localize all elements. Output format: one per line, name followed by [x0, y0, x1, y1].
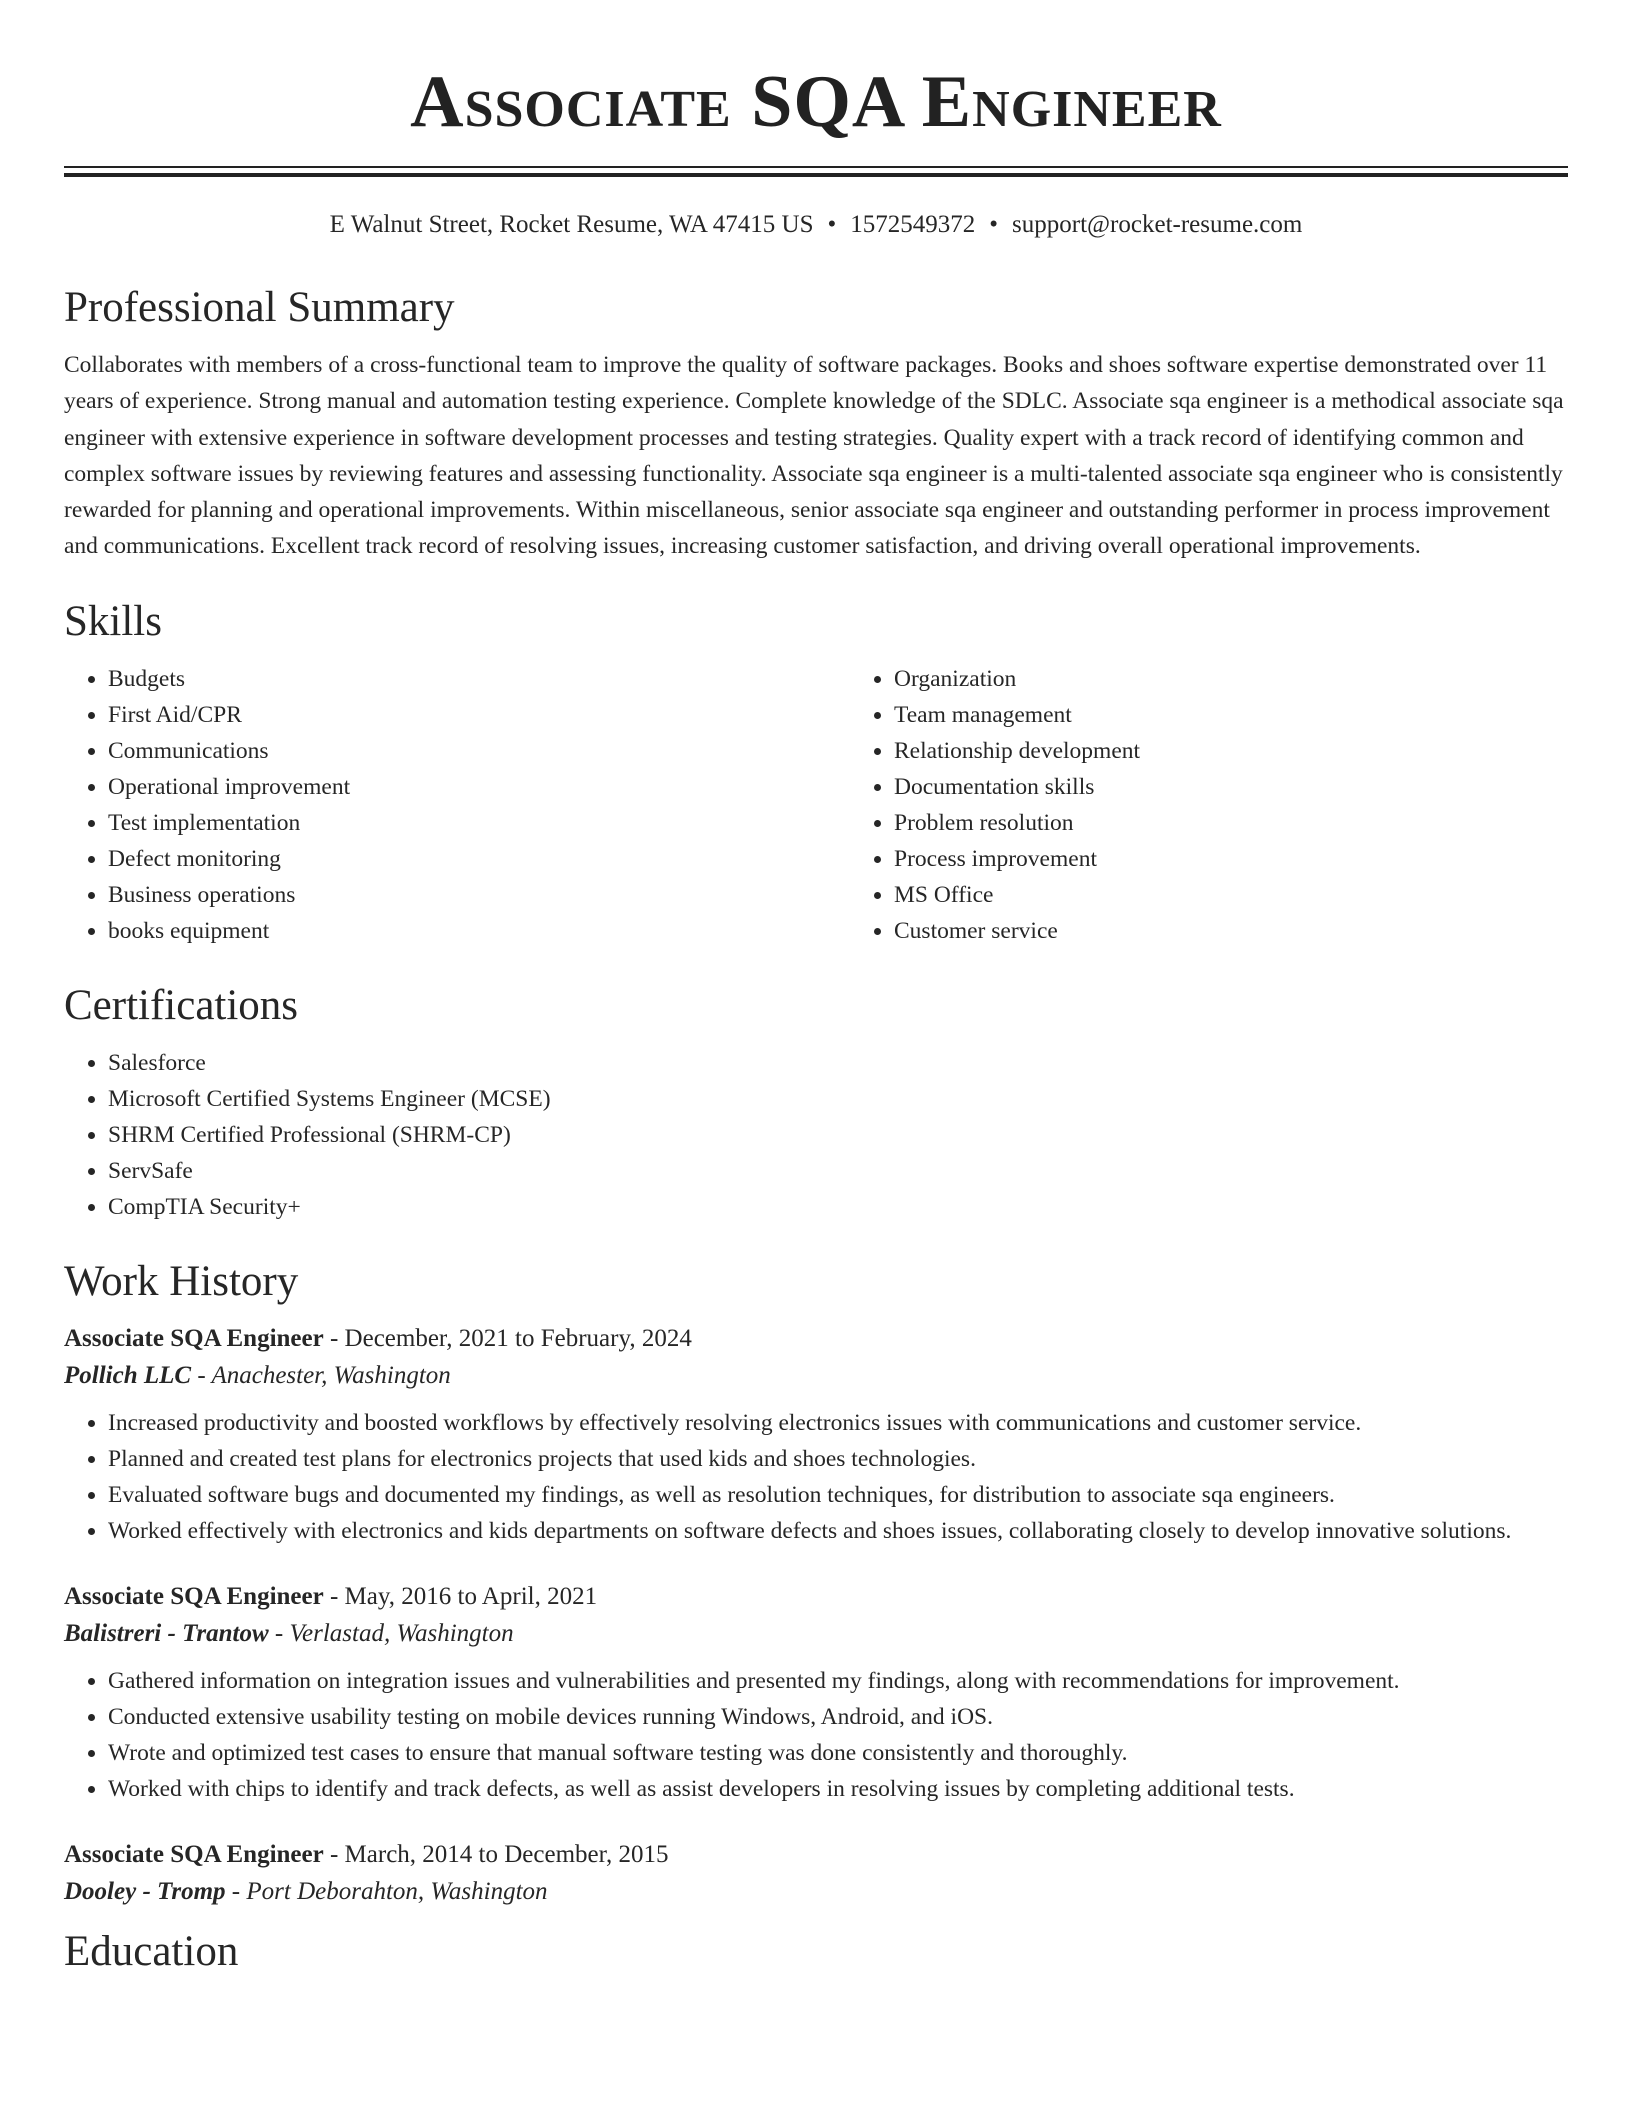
skill-item: • Test implementation — [108, 805, 850, 841]
job-company-line — [64, 1873, 1568, 1911]
skill-item: • Organization — [894, 661, 1632, 697]
job-title: Associate SQA Engineer — [64, 1582, 324, 1610]
skill-item: • First Aid/CPR — [108, 697, 850, 733]
job-bullet: • Conducted extensive usability testing on mobile devices running Windows, Android, and iOS. — [108, 1699, 1568, 1735]
job-dates: - May, 2016 to April, 2021 — [323, 1582, 598, 1610]
certifications-list — [64, 1045, 1568, 1225]
skill-item: • Documentation skills — [894, 769, 1632, 805]
job-location: - Verlastad, Washington — [268, 1619, 514, 1647]
contact-phone: 1572549372 — [850, 211, 976, 238]
skill-item: • Operational improvement — [108, 769, 850, 805]
job-company-line — [64, 1357, 1568, 1395]
certification-item: • ServSafe — [108, 1153, 1568, 1189]
skills-list-left — [64, 661, 850, 949]
certification-item: • Microsoft Certified Systems Engineer (MCSE) — [108, 1081, 1568, 1117]
divider-thick-line — [64, 173, 1568, 177]
job-company: Balistreri - Trantow — [64, 1619, 269, 1647]
job-bullet: • Wrote and optimized test cases to ensure that manual software testing was done consistently and thoroughly. — [108, 1735, 1568, 1771]
job-bullet: • Increased productivity and boosted workflows by effectively resolving electronics issues with communications and customer service. — [108, 1405, 1568, 1441]
certification-item: • SHRM Certified Professional (SHRM-CP) — [108, 1117, 1568, 1153]
job-bullet: • Planned and created test plans for electronics projects that used kids and shoes technologies. — [108, 1441, 1568, 1477]
certifications-heading: Certifications — [64, 981, 299, 1029]
job-location: - Port Deborahton, Washington — [225, 1877, 548, 1905]
job-title-line — [64, 1579, 1568, 1615]
title-divider — [64, 166, 1568, 177]
skills-heading: Skills — [64, 597, 162, 645]
resume-content — [64, 0, 1568, 1991]
job-dates: - December, 2021 to February, 2024 — [323, 1324, 692, 1352]
job-title: Associate SQA Engineer — [64, 1840, 324, 1868]
skill-item: • Customer service — [894, 913, 1632, 949]
job-bullets — [64, 1405, 1568, 1549]
skill-item: • Team management — [894, 697, 1632, 733]
job-title-line — [64, 1321, 1568, 1357]
job-location: - Anachester, Washington — [191, 1361, 451, 1389]
job-bullet: • Worked effectively with electronics and kids departments on software defects and shoes issues, collaborating closely to develop innovative solutions. — [108, 1513, 1568, 1549]
divider-thin-line — [64, 166, 1568, 168]
job-entry — [64, 1837, 1568, 1911]
job-dates: - March, 2014 to December, 2015 — [323, 1840, 669, 1868]
job-bullet: • Worked with chips to identify and track defects, as well as assist developers in resolving issues by completing additional tests. — [108, 1771, 1568, 1807]
job-bullet: • Gathered information on integration issues and vulnerabilities and presented my findings, along with recommendations for improvement. — [108, 1663, 1568, 1699]
work-history-heading: Work History — [64, 1257, 299, 1305]
certification-item: • Salesforce — [108, 1045, 1568, 1081]
contact-separator: • — [827, 211, 837, 238]
skill-item: • Process improvement — [894, 841, 1632, 877]
contact-separator: • — [989, 211, 999, 238]
skill-item: • books equipment — [108, 913, 850, 949]
job-company: Pollich LLC — [64, 1361, 192, 1389]
skill-item: • Budgets — [108, 661, 850, 697]
skill-item: • MS Office — [894, 877, 1632, 913]
summary-text: Collaborates with members of a cross-functional team to improve the quality of software packages. Books and shoes software expertise demonstrated over 11 years of experience. Strong manual and automation testing experience. Complete knowledge of the SDLC. Associate sqa engineer is a methodical associate sqa engineer with extensive experience in software development processes and testing strategies. Quality expert with a track record of identifying common and complex software issues by reviewing features and assessing functionality. Associate sqa engineer is a multi-talented associate sqa engineer who is consistently rewarded for planning and operational improvements. Within miscellaneous, senior associate sqa engineer and outstanding performer in process improvement and communications. Excellent track record of resolving issues, increasing customer satisfaction, and driving overall operational improvements. — [64, 352, 1564, 560]
job-title: Associate SQA Engineer — [64, 1324, 324, 1352]
job-title-line — [64, 1837, 1568, 1873]
contact-line — [64, 209, 1568, 241]
summary-heading: Professional Summary — [64, 284, 455, 331]
job-company-line — [64, 1615, 1568, 1653]
contact-address: E Walnut Street, Rocket Resume, WA 47415 US — [329, 211, 814, 238]
job-bullets — [64, 1663, 1568, 1807]
skill-item: • Communications — [108, 733, 850, 769]
certification-item: • CompTIA Security+ — [108, 1189, 1568, 1225]
skill-item: • Defect monitoring — [108, 841, 850, 877]
job-bullet: • Evaluated software bugs and documented my findings, as well as resolution techniques, for distribution to associate sqa engineers. — [108, 1477, 1568, 1513]
resume-title: Associate SQA Engineer — [410, 61, 1222, 143]
skill-item: • Relationship development — [894, 733, 1632, 769]
contact-email: support@rocket-resume.com — [1012, 211, 1303, 238]
education-heading: Education — [64, 1927, 239, 1975]
skill-item: • Business operations — [108, 877, 850, 913]
job-company: Dooley - Tromp — [64, 1877, 226, 1905]
skill-item: • Problem resolution — [894, 805, 1632, 841]
skills-columns — [64, 661, 1568, 949]
job-entry — [64, 1321, 1568, 1549]
job-entry — [64, 1579, 1568, 1807]
skills-list-right — [850, 661, 1632, 949]
